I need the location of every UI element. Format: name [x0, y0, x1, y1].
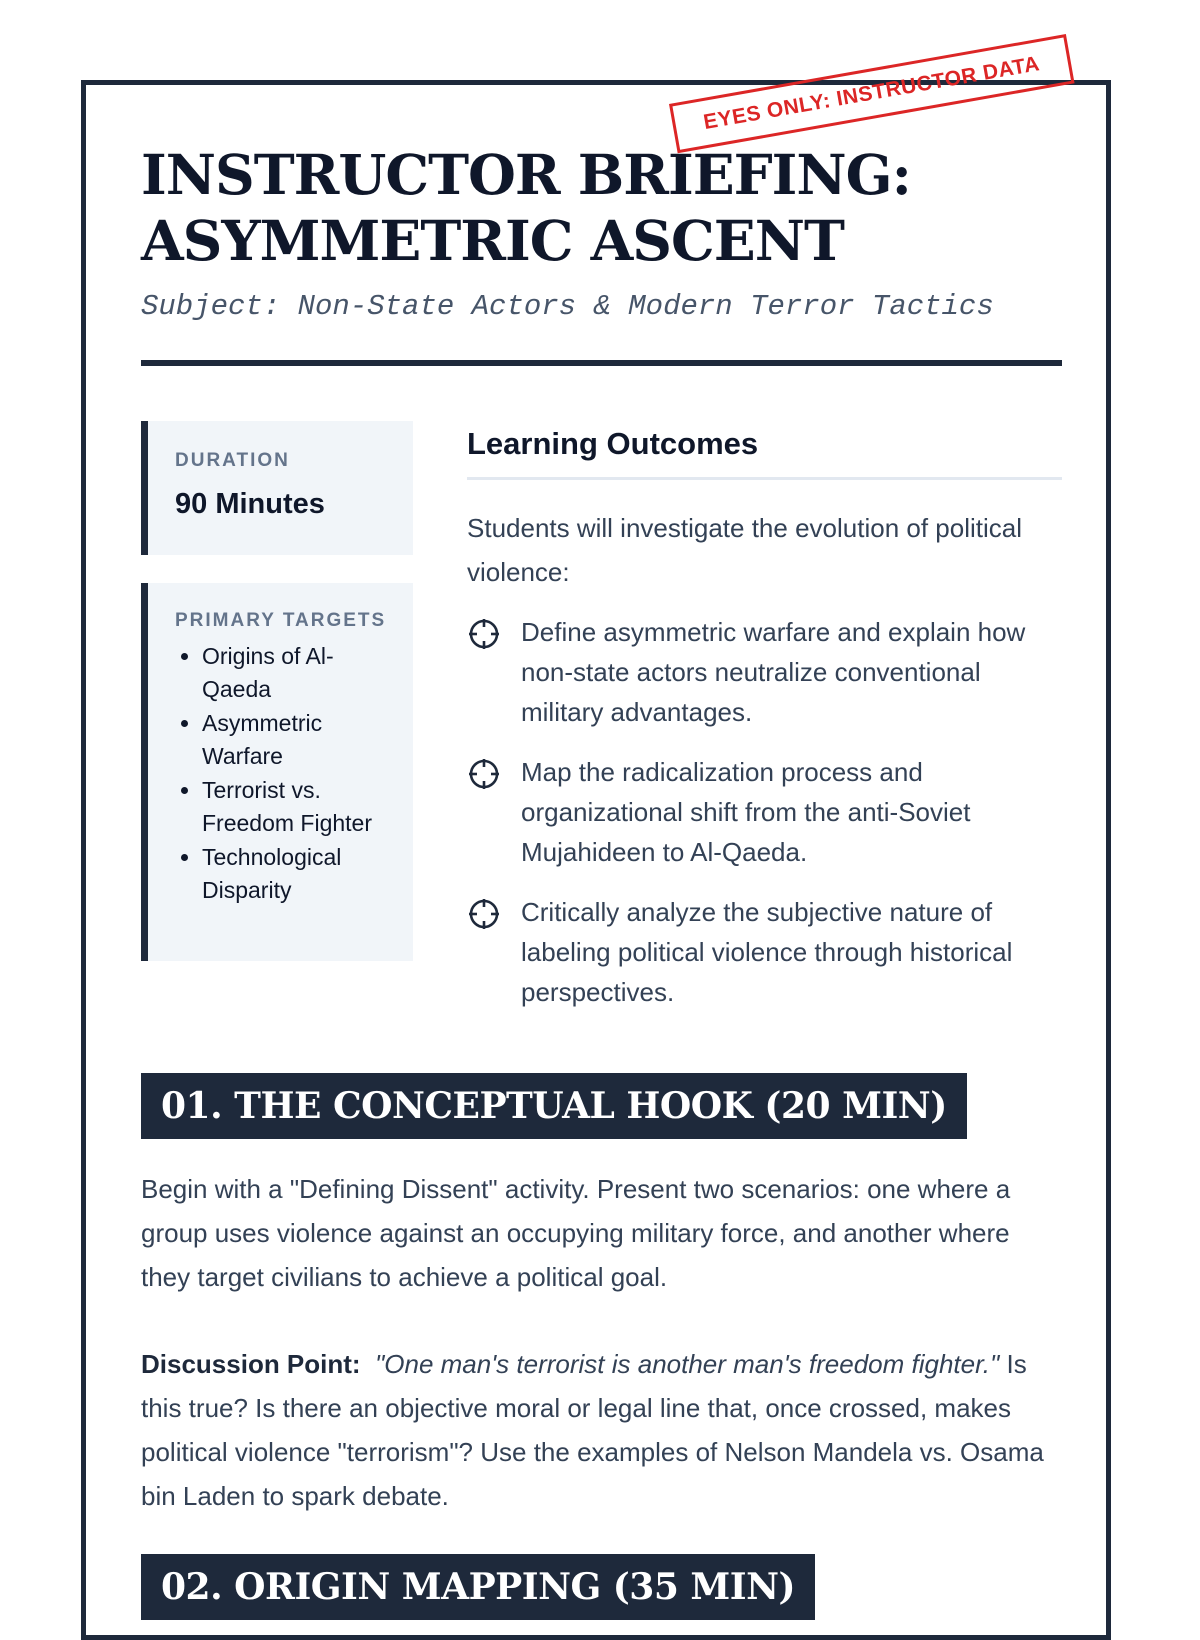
conceptual-hook-paragraph: Begin with a "Defining Dissent" activity. Present two scenarios: one where a group uses violence against an occupying military force, and another where they target civilians to achieve a political goal.	[141, 1174, 1011, 1292]
header-divider	[141, 360, 1062, 366]
target-item: • Terrorist vs. Freedom Fighter	[202, 774, 393, 840]
primary-targets-label: PRIMARY TARGETS	[175, 610, 387, 631]
target-item: • Origins of Al-Qaeda	[202, 640, 393, 706]
discussion-point-label: Discussion Point:	[141, 1349, 361, 1379]
outcome-item	[467, 752, 1062, 872]
discussion-point	[141, 1342, 1062, 1518]
target-item: • Technological Disparity	[202, 841, 393, 907]
page-title: INSTRUCTOR BRIEFING: ASYMMETRIC ASCENT	[141, 142, 911, 273]
discussion-point-quote: "One man's terrorist is another man's freedom fighter."	[375, 1349, 1000, 1379]
duration-value: 90 Minutes	[175, 488, 325, 520]
section-heading-origin-mapping: 02. ORIGIN MAPPING (35 MIN)	[141, 1554, 815, 1620]
outcome-text: Define asymmetric warfare and explain how non-state actors neutralize conventional military advantages.	[521, 617, 1026, 727]
target-item: • Asymmetric Warfare	[202, 707, 393, 773]
discussion-point-text: Is this true? Is there an objective moral or legal line that, once crossed, makes political violence "terrorism"? Use the examples of Nelson Mandela vs. Osama bin Laden to spark debate.	[141, 1349, 1044, 1511]
classification-stamp: EYES ONLY: INSTRUCTOR DATA	[669, 34, 1074, 153]
page-subject: Subject: Non-State Actors & Modern Terror Tactics	[141, 290, 994, 323]
conceptual-hook-body	[141, 1167, 1062, 1518]
crosshair-icon	[467, 757, 501, 791]
outcome-list	[467, 612, 1062, 1012]
learning-outcomes	[467, 421, 1062, 1032]
primary-targets-panel	[141, 583, 413, 961]
primary-targets-list	[175, 640, 393, 907]
duration-panel	[141, 421, 413, 555]
outcome-item	[467, 612, 1062, 732]
outcome-text: Critically analyze the subjective nature of labeling political violence through historical perspectives.	[521, 897, 1013, 1007]
crosshair-icon	[467, 897, 501, 931]
learning-outcomes-intro: Students will investigate the evolution of political violence:	[467, 513, 1022, 587]
crosshair-icon	[467, 617, 501, 651]
section-heading-conceptual-hook: 01. THE CONCEPTUAL HOOK (20 MIN)	[141, 1073, 967, 1139]
duration-label: DURATION	[175, 450, 290, 471]
outcome-item	[467, 892, 1062, 1012]
learning-outcomes-heading: Learning Outcomes	[467, 421, 1062, 480]
outcome-text: Map the radicalization process and organizational shift from the anti-Soviet Mujahideen to Al-Qaeda.	[521, 757, 971, 867]
